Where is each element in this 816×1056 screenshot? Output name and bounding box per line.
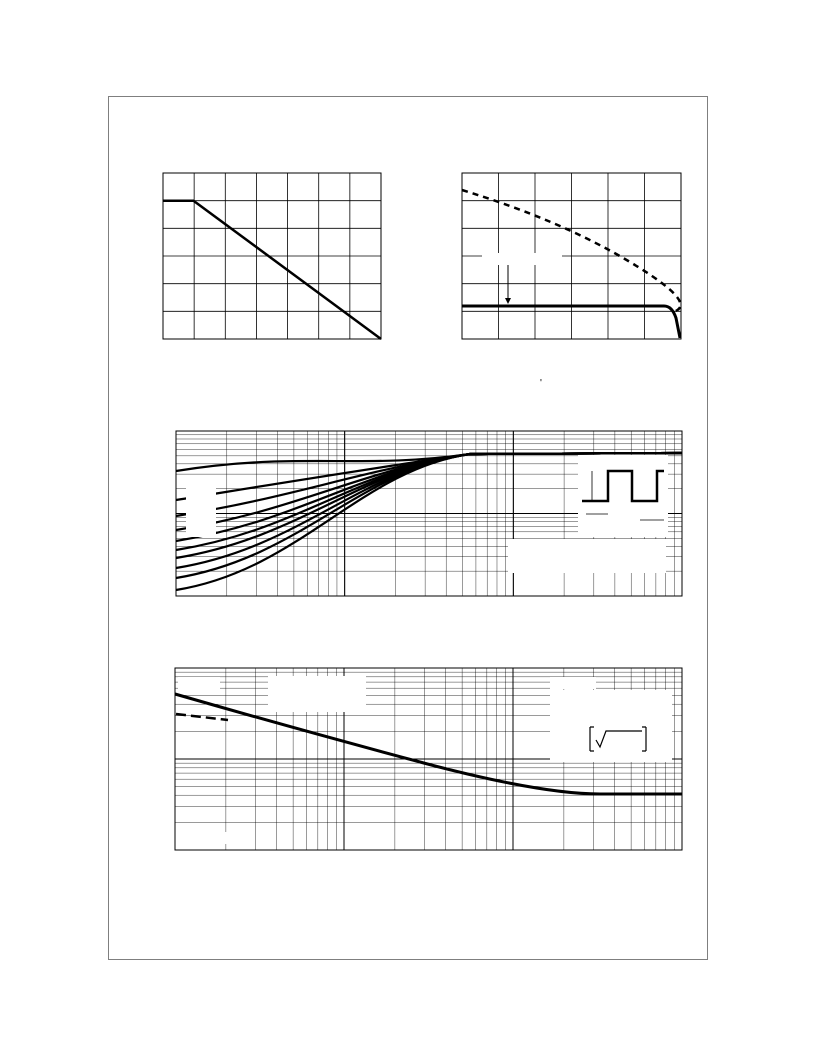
- noise-chart: [175, 668, 682, 850]
- dashed-curve: [176, 714, 228, 720]
- solid-curve: [462, 306, 680, 338]
- transfer-characteristics-chart: [462, 173, 681, 339]
- label-box: [178, 677, 220, 693]
- label-box: [550, 677, 596, 689]
- thermal-response-chart: [176, 431, 682, 596]
- power-derating-chart: [163, 173, 381, 339]
- derating-curve: [163, 201, 381, 339]
- label-box: [178, 832, 248, 844]
- stray-mark: ': [540, 378, 542, 389]
- note-box: [508, 539, 666, 573]
- legend-box: [186, 477, 216, 537]
- annotation-box: [482, 253, 562, 265]
- legend-box: [268, 676, 366, 712]
- waveform-inset: [578, 455, 668, 537]
- formula-box: [550, 690, 672, 762]
- arrow-head: [505, 298, 511, 304]
